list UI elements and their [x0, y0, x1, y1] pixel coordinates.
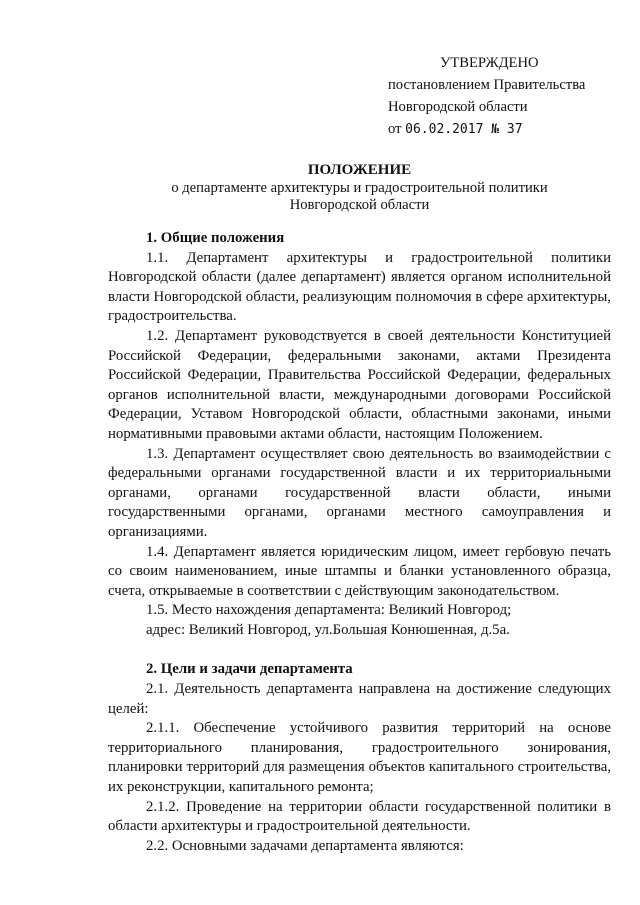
approval-heading: УТВЕРЖДЕНО — [440, 55, 539, 71]
paragraph-1-3: 1.3. Департамент осуществляет свою деятельность во взаимодействии с федеральными органами государственной власти и их территориальными органами, органами государственной власти области, иными государственными органами, органами местного самоуправления и организациями. — [108, 445, 611, 540]
paragraph-2-2: 2.2. Основными задачами департамента являются: — [146, 837, 464, 854]
paragraph-1-1: 1.1. Департамент архитектуры и градостроительной политики Новгородской области (далее департамент) является органом исполнительной власти Новгородской области, реализующим полномочия в сфере архитектуры, градостроительства. — [108, 249, 611, 325]
document-title: ПОЛОЖЕНИЕ — [307, 162, 412, 178]
section-2-heading: 2. Цели и задачи департамента — [146, 661, 353, 678]
document-subtitle — [108, 180, 611, 214]
section-1-heading: 1. Общие положения — [146, 230, 285, 246]
section-gap — [108, 640, 611, 660]
approval-line-1: постановлением Правительства — [388, 77, 586, 93]
approval-date-value: 06.02.2017 № 37 — [405, 122, 523, 137]
document-body — [108, 229, 611, 856]
paragraph-1-4: 1.4. Департамент является юридическим лицом, имеет гербовую печать со своим наименованием, иные штампы и бланки установленного образца, счета, открываемые в соответствии с действующим законодательством. — [108, 543, 611, 599]
paragraph-2-1-2: 2.1.2. Проведение на территории области государственной политики в области архитектуры и градостроительной деятельности. — [108, 798, 611, 835]
approval-date-prefix: от — [388, 121, 402, 137]
approval-stamp — [388, 52, 585, 141]
document-subtitle-line-2: Новгородской области — [289, 197, 430, 213]
approval-date-line — [388, 118, 585, 141]
document-subtitle-line-1: о департаменте архитектуры и градостроительной политики — [171, 180, 548, 196]
paragraph-1-5-address: адрес: Великий Новгород, ул.Большая Конюшенная, д.5а. — [146, 621, 510, 638]
paragraph-2-1: 2.1. Деятельность департамента направлена на достижение следующих целей: — [108, 681, 611, 717]
paragraph-1-2: 1.2. Департамент руководствуется в своей деятельности Конституцией Российской Федерации, федеральными законами, актами Президента Российской Федерации, Правительства Российской Федерации, федеральных органов исполнительной власти, международными договорами Российской Федерации, Уставом Новгородской области, областными законами, иными нормативными правовыми актами области, настоящим Положением. — [108, 327, 611, 442]
paragraph-2-1-1: 2.1.1. Обеспечение устойчивого развития территорий на основе территориального планирования, градостроительного зонирования, планировки территорий для размещения объектов капитального строительства, их реконструкции, капитального ремонта; — [108, 720, 611, 796]
paragraph-1-5: 1.5. Место нахождения департамента: Великий Новгород; — [146, 602, 512, 619]
approval-line-2: Новгородской области — [388, 99, 528, 115]
